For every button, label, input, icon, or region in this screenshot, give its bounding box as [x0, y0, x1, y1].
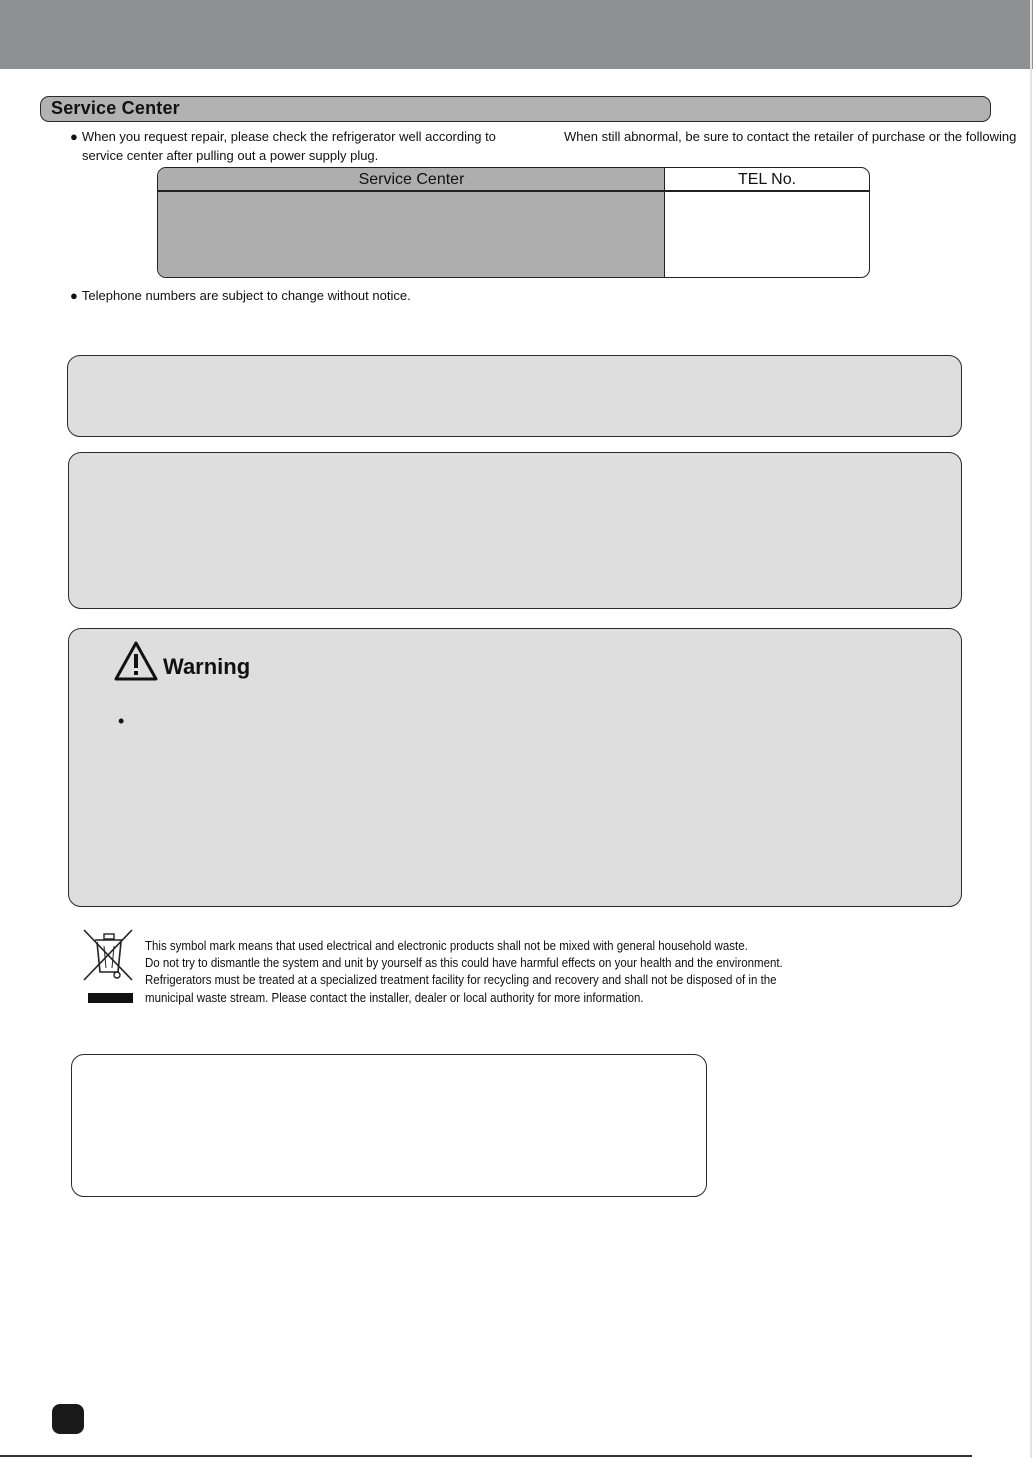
page-number-badge — [52, 1404, 84, 1434]
warning-bullet: • — [118, 711, 125, 731]
table-header-tel-no: TEL No. — [737, 171, 797, 188]
info-box-1 — [67, 355, 962, 437]
bullet: ● — [70, 288, 78, 303]
intro-text-1a: When you request repair, please check the refrigerator well according to — [81, 129, 496, 144]
table-header-divider — [158, 190, 869, 192]
disposal-line-1: This symbol mark means that used electrical and electronic products shall not be mixed with general household waste. — [145, 939, 748, 953]
top-band — [0, 0, 1033, 69]
warning-triangle-icon — [113, 640, 159, 682]
disposal-notice — [145, 938, 838, 1007]
disposal-line-2: Do not try to dismantle the system and unit by yourself as this could have harmful effects on your health and the environment. — [145, 956, 783, 971]
crossed-out-wheelie-bin-icon — [82, 928, 136, 1006]
warning-title: Warning — [163, 654, 251, 679]
section-title: Service Center — [51, 98, 180, 118]
phone-notice-text: Telephone numbers are subject to change without notice. — [81, 288, 411, 303]
table-header-service-center: Service Center — [358, 171, 465, 188]
bottom-rule — [0, 1455, 972, 1457]
disposal-line-4: municipal waste stream. Please contact the installer, dealer or local authority for more information. — [145, 990, 644, 1005]
intro-line-2: service center after pulling out a power supply plug. — [82, 148, 379, 163]
info-box-blank — [71, 1054, 707, 1197]
info-box-2 — [68, 452, 962, 609]
disposal-line-3: Refrigerators must be treated at a specialized treatment facility for recycling and recovery and shall not be disposed of in the — [145, 973, 777, 988]
intro-line-1b: When still abnormal, be sure to contact the retailer of purchase or the following — [564, 129, 1017, 144]
section-header — [40, 96, 991, 122]
phone-notice — [70, 288, 411, 303]
intro-line-1a — [70, 129, 496, 144]
service-center-table — [157, 167, 870, 278]
bullet: ● — [70, 129, 78, 144]
page-edge — [1030, 0, 1032, 1458]
